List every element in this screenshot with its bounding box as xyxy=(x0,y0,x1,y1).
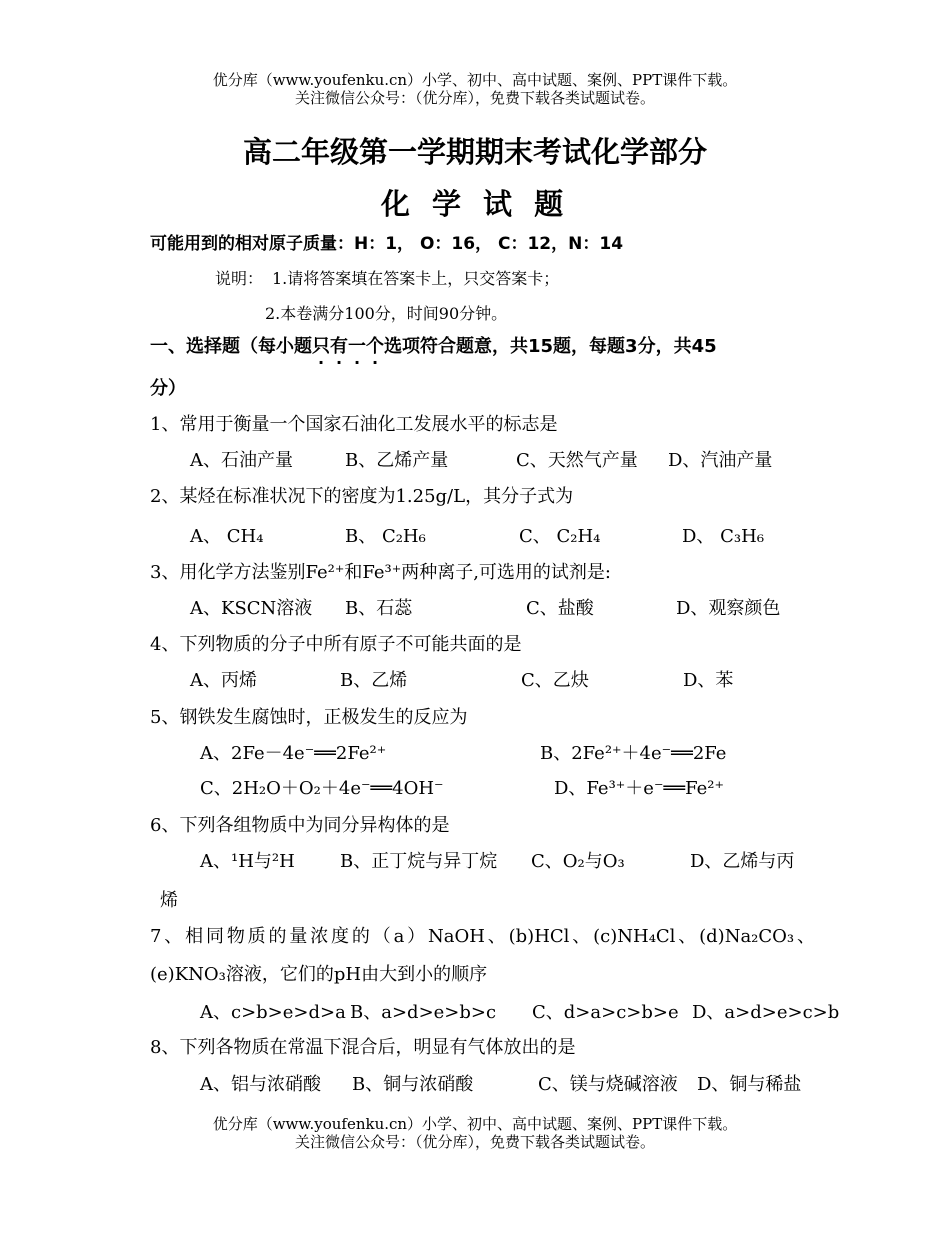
question-5-option-c: C、2H₂O＋O₂＋4e⁻══4OH⁻ xyxy=(200,778,444,799)
instruction-2: 2.本卷满分100分，时间90分钟。 xyxy=(265,304,508,323)
question-6-option-d: D、乙烯与丙 xyxy=(690,851,795,872)
section-heading xyxy=(150,332,717,358)
exam-title: 高二年级第一学期期末考试化学部分 xyxy=(242,135,707,169)
question-7-option-b: B、a>d>e>b>c xyxy=(350,1002,497,1023)
emphasis-char: 个 xyxy=(366,336,384,357)
question-7-option-d: D、a>d>e>c>b xyxy=(692,1002,840,1023)
question-2-option-b: B、 C₂H₆ xyxy=(345,526,426,547)
section-heading-cont: 分） xyxy=(150,378,186,399)
section-heading-part-b: 选项符合题意，共15题，每题3分，共45 xyxy=(384,336,717,357)
question-6-option-d-cont: 烯 xyxy=(160,890,178,911)
question-7-option-a: A、c>b>e>d>a xyxy=(200,1002,346,1023)
instruction-1: 1.请将答案填在答案卡上，只交答案卡； xyxy=(272,269,560,288)
question-1-option-d: D、汽油产量 xyxy=(668,450,773,471)
question-4-stem: 4、下列物质的分子中所有原子不可能共面的是 xyxy=(150,634,522,655)
question-2-stem: 2、某烃在标准状况下的密度为1.25g/L，其分子式为 xyxy=(150,486,574,507)
question-7-option-c: C、d>a>c>b>e xyxy=(532,1002,679,1023)
question-1-option-b: B、乙烯产量 xyxy=(345,450,449,471)
question-4-option-c: C、乙炔 xyxy=(521,670,589,691)
question-1-stem: 1、常用于衡量一个国家石油化工发展水平的标志是 xyxy=(150,414,558,435)
question-3-stem: 3、用化学方法鉴别Fe²⁺和Fe³⁺两种离子,可选用的试剂是: xyxy=(150,562,611,583)
question-1-option-a: A、石油产量 xyxy=(190,450,293,471)
header-line-1: 优分库（www.youfenku.cn）小学、初中、高中试题、案例、PPT课件下载。 xyxy=(212,71,738,89)
emphasis-char: 一 xyxy=(348,336,366,357)
question-6-option-b: B、正丁烷与异丁烷 xyxy=(340,851,498,872)
question-1-option-c: C、天然气产量 xyxy=(516,450,638,471)
question-4-option-d: D、苯 xyxy=(683,670,734,691)
question-4-option-b: B、乙烯 xyxy=(340,670,408,691)
section-heading-part-a: 一、选择题（每小题 xyxy=(150,336,312,357)
exam-subtitle: 化 学 试 题 xyxy=(380,187,570,221)
instructions-label: 说明： xyxy=(215,269,264,288)
question-8-option-d: D、铜与稀盐 xyxy=(697,1074,802,1095)
question-3-option-c: C、盐酸 xyxy=(526,598,594,619)
emphasis-char: 有 xyxy=(330,336,348,357)
question-3-option-b: B、石蕊 xyxy=(345,598,413,619)
footer-line-1: 优分库（www.youfenku.cn）小学、初中、高中试题、案例、PPT课件下载。 xyxy=(212,1115,738,1133)
question-3-option-d: D、观察颜色 xyxy=(676,598,781,619)
question-8-stem: 8、下列各物质在常温下混合后，明显有气体放出的是 xyxy=(150,1037,576,1058)
question-7-stem-cont: (e)KNO₃溶液，它们的pH由大到小的顺序 xyxy=(150,964,488,985)
question-8-option-c: C、镁与烧碱溶液 xyxy=(538,1074,678,1095)
question-3-option-a: A、KSCN溶液 xyxy=(190,598,313,619)
question-2-option-a: A、 CH₄ xyxy=(190,526,264,547)
atomic-mass-note: 可能用到的相对原子质量：H：1， O：16， C：12，N：14 xyxy=(150,234,624,254)
question-6-option-a: A、¹H与²H xyxy=(200,851,295,872)
question-5-option-a: A、2Fe－4e⁻══2Fe²⁺ xyxy=(200,743,387,764)
question-2-option-d: D、 C₃H₆ xyxy=(682,526,765,547)
question-8-option-b: B、铜与浓硝酸 xyxy=(352,1074,474,1095)
question-8-option-a: A、铝与浓硝酸 xyxy=(200,1074,321,1095)
question-4-option-a: A、丙烯 xyxy=(190,670,257,691)
question-5-option-d: D、Fe³⁺＋e⁻══Fe²⁺ xyxy=(554,778,725,799)
question-2-option-c: C、 C₂H₄ xyxy=(519,526,601,547)
question-6-option-c: C、O₂与O₃ xyxy=(531,851,625,872)
header-line-2: 关注微信公众号：（优分库），免费下载各类试题试卷。 xyxy=(294,89,655,107)
emphasis-char: 只 xyxy=(312,336,330,357)
footer-line-2: 关注微信公众号：（优分库），免费下载各类试题试卷。 xyxy=(294,1133,655,1151)
question-5-stem: 5、钢铁发生腐蚀时，正极发生的反应为 xyxy=(150,707,468,728)
question-7-stem: 7、相同物质的量浓度的（a）NaOH、(b)HCl、(c)NH₄Cl、(d)Na₂CO₃、 xyxy=(150,926,815,947)
question-6-stem: 6、下列各组物质中为同分异构体的是 xyxy=(150,815,450,836)
question-5-option-b: B、2Fe²⁺＋4e⁻══2Fe xyxy=(540,743,727,764)
